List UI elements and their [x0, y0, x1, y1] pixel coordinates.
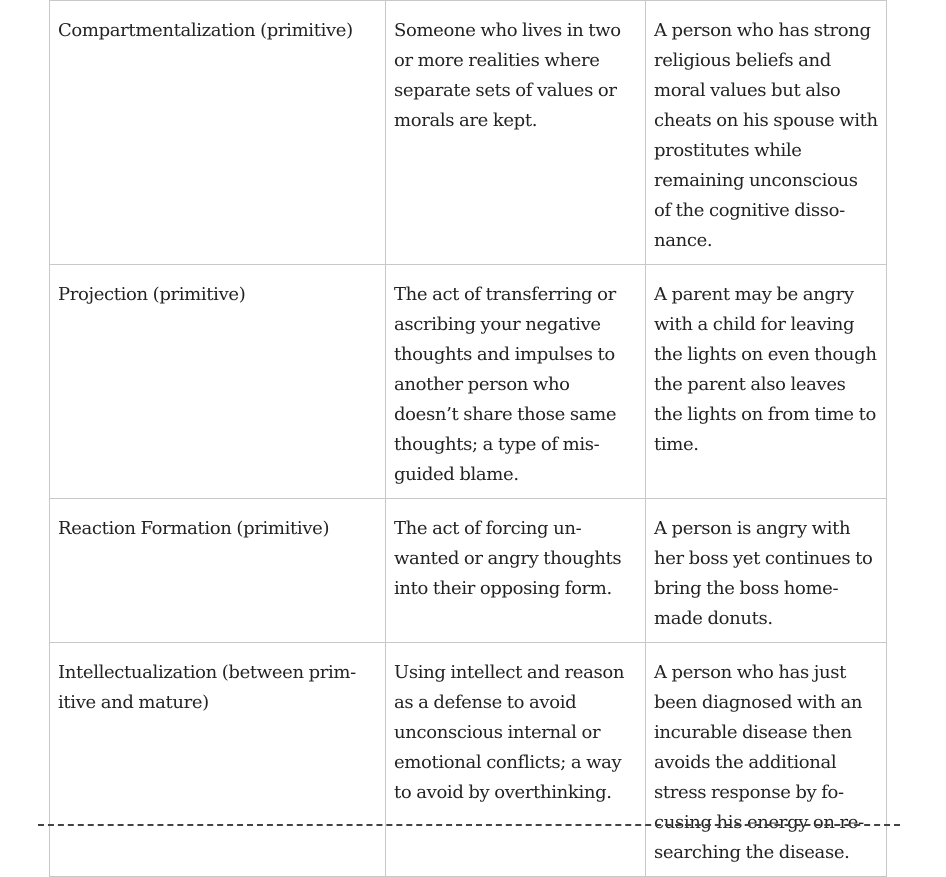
example-cell: A person is angry with her boss yet continues to bring the boss homemade donuts. — [646, 499, 887, 643]
table-row — [50, 1, 887, 265]
page-break-line — [38, 824, 900, 826]
term-cell: Projection (primitive) — [50, 265, 386, 499]
example-cell: A person who has strong religious beliefs and moral values but also cheats on his spouse with prostitutes while remaining unconscious of the cognitive dissonance. — [646, 1, 887, 265]
example-cell: A parent may be angry with a child for leaving the lights on even though the parent also leaves the lights on from time to time. — [646, 265, 887, 499]
term-cell: Reaction Formation (primitive) — [50, 499, 386, 643]
defense-mechanisms-table — [49, 0, 887, 877]
definition-cell: Someone who lives in two or more realities where separate sets of values or morals are kept. — [386, 1, 646, 265]
example-cell: A person who has just been diagnosed with an incurable disease then avoids the additional stress response by focusing his energy on researching the disease. — [646, 643, 887, 877]
term-cell: Compartmentalization (primitive) — [50, 1, 386, 265]
table-row — [50, 499, 887, 643]
definition-cell: The act of forcing unwanted or angry thoughts into their opposing form. — [386, 499, 646, 643]
table-row — [50, 265, 887, 499]
table-row — [50, 643, 887, 877]
term-cell: Intellectualization (between primitive and mature) — [50, 643, 386, 877]
definition-cell: Using intellect and reason as a defense to avoid unconscious internal or emotional conflicts; a way to avoid by overthinking. — [386, 643, 646, 877]
definition-cell: The act of transferring or ascribing your negative thoughts and impulses to another person who doesn’t share those same thoughts; a type of misguided blame. — [386, 265, 646, 499]
